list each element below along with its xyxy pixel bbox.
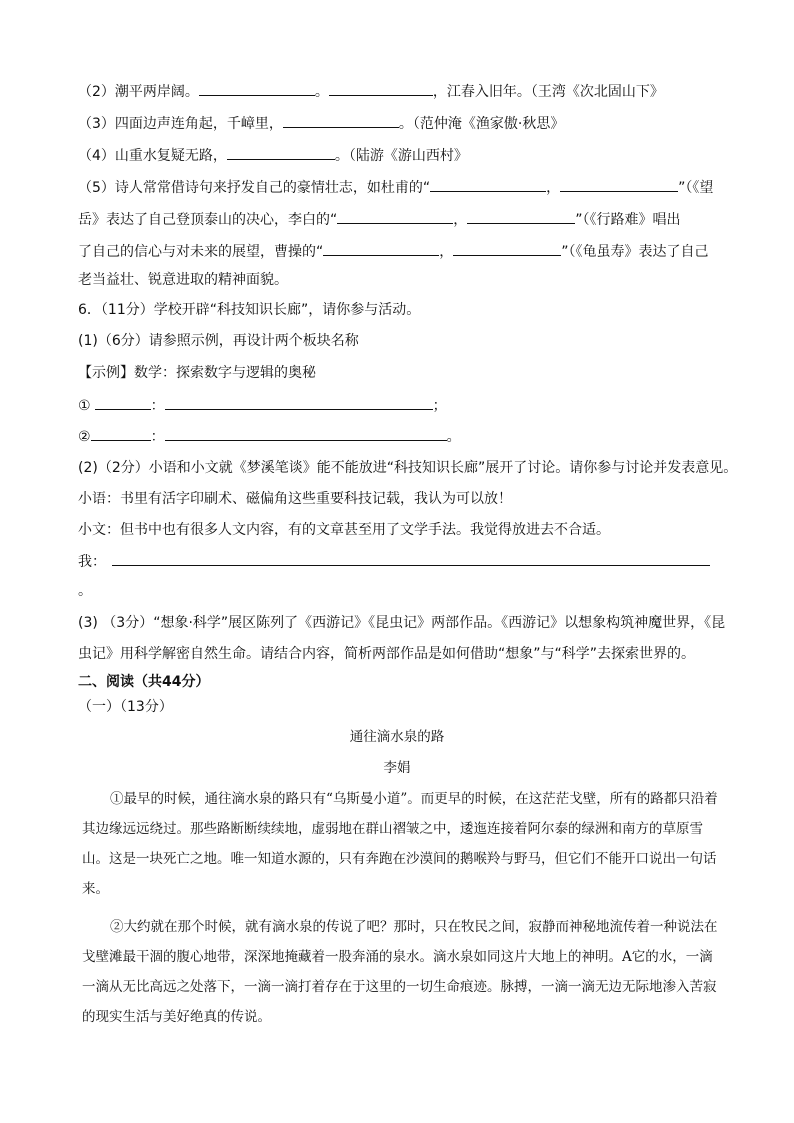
q5-item-4: （4）山重水复疑无路， 。（陆游《游山西村》 xyxy=(78,145,468,166)
subsection-heading: （一）（13分） xyxy=(78,699,173,715)
q6-xiaowen: 小文：但书中也有很多人文内容，有的文章甚至用了文学手法。我觉得放进去不合适。 xyxy=(78,522,610,538)
answer-blank[interactable] xyxy=(227,145,335,160)
section-heading: 二、阅读（共44分） xyxy=(78,674,210,690)
answer-blank[interactable] xyxy=(91,426,151,441)
answer-blank[interactable] xyxy=(199,81,315,96)
answer-blank[interactable] xyxy=(453,241,561,256)
q6-part-3-line-1: (3) （3分）“想象·科学”展区陈列了《西游记》《昆虫记》两部作品。《西游记》以想象构筑神魔世界，《昆 xyxy=(78,615,726,631)
q6-part-1: (1)（6分）请参照示例，再设计两个板块名称 xyxy=(78,333,359,349)
q6-me: 我： xyxy=(78,551,710,572)
q5-item-5-line-3: 了自己的信心与对未来的展望，曹操的“ ， ”（《龟虽寿》表达了自己 xyxy=(78,241,709,262)
q6-example: 【示例】数学：探索数字与逻辑的奥秘 xyxy=(78,365,316,381)
article-paragraph-1: ①最早的时候，通往滴水泉的路只有“乌斯曼小道”。而更早的时候，在这茫茫戈壁，所有的路都只沿着其边缘远远绕过。那些路断断续续地，虚弱地在群山褶皱之中，逶迤连接着阿尔泰的绿洲和南方的草原雪山。这是一块死亡之地。唯一知道水源的，只有奔跑在沙漠间的鹅喉羚与野马，但它们不能开口说出一句话来。 xyxy=(82,791,718,897)
q6-option-2: ② ： 。 xyxy=(78,426,461,447)
answer-blank[interactable] xyxy=(467,209,575,224)
q5-item-5-line-1: （5）诗人常常借诗句来抒发自己的豪情壮志，如杜甫的“ ， ”（《望 xyxy=(78,177,713,198)
q5-item-5-line-2: 岳》表达了自己登顶泰山的决心，李白的“ ， ”（《行路难》唱出 xyxy=(78,209,681,230)
article-paragraph-2: ②大约就在那个时候，就有滴水泉的传说了吧？那时，只在牧民之间，寂静而神秘地流传着一种说法在戈壁滩最干涸的腹心地带，深深地掩藏着一股奔涌的泉水。滴水泉如同这片大地上的神明。A它的水，一滴一滴从无比高远之处落下，一滴一滴打着存在于这里的一切生命痕迹。脉搏，一滴一滴无边无际地渗入苦寂的现实生活与美好绝真的传说。 xyxy=(82,919,718,1025)
q5-item-3: （3）四面边声连角起，千嶂里， 。（范仲淹《渔家傲·秋思》 xyxy=(78,113,564,134)
q6-title: 6．（11分）学校开辟“科技知识长廊”，请你参与活动。 xyxy=(78,302,421,318)
answer-blank[interactable] xyxy=(337,209,453,224)
answer-blank[interactable] xyxy=(329,81,433,96)
q6-part-2: (2)（2分）小语和小文就《梦溪笔谈》能不能放进“科技知识长廊”展开了讨论。请你参与讨论并发表意见。 xyxy=(78,460,738,476)
q6-xiaoyu: 小语：书里有活字印刷术、磁偏角这些重要科技记载，我认为可以放！ xyxy=(78,491,512,507)
answer-blank[interactable] xyxy=(283,113,399,128)
answer-blank[interactable] xyxy=(165,426,447,441)
q6-me-end: 。 xyxy=(78,583,92,599)
answer-blank[interactable] xyxy=(323,241,439,256)
q6-part-3-line-2: 虫记》用科学解密自然生命。请结合内容，简析两部作品是如何借助“想象”与“科学”去探索世界的。 xyxy=(78,646,696,662)
answer-blank[interactable] xyxy=(112,551,710,566)
article-author: 李娟 xyxy=(383,760,411,776)
q6-option-1: ① ： ； xyxy=(78,395,447,416)
answer-blank[interactable] xyxy=(430,177,546,192)
q5-item-5-line-4: 老当益壮、锐意进取的精神面貌。 xyxy=(78,272,288,288)
answer-blank[interactable] xyxy=(560,177,678,192)
article-title: 通往滴水泉的路 xyxy=(349,729,445,745)
answer-blank[interactable] xyxy=(95,395,151,410)
answer-blank[interactable] xyxy=(165,395,433,410)
q5-item-2: （2）潮平两岸阔。 。 ，江春入旧年。（王湾《次北固山下》 xyxy=(78,81,664,102)
